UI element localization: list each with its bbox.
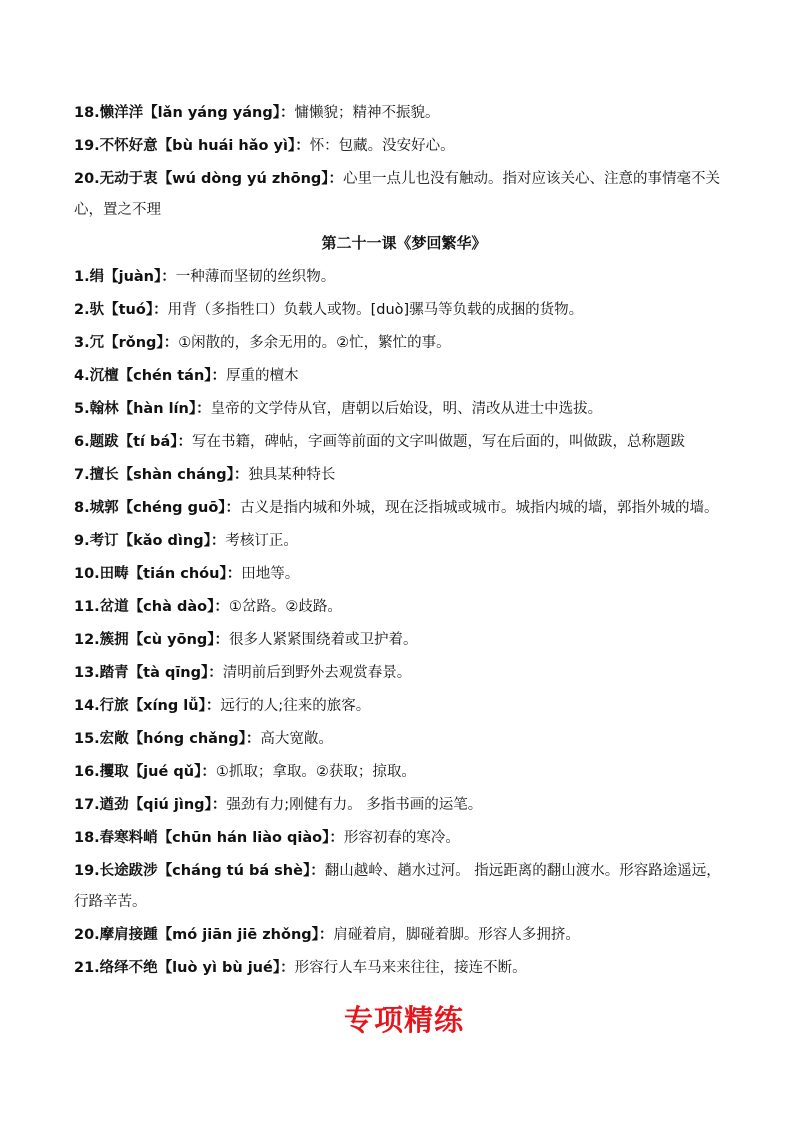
entry-pinyin: 【xíng lǚ】 <box>128 698 206 714</box>
entry-separator: ： <box>163 335 179 351</box>
entry-pinyin: 【rǒng】 <box>104 335 164 351</box>
entry-definition: ①抓取；拿取。②获取；掠取。 <box>215 764 416 780</box>
vocabulary-entry <box>74 592 734 623</box>
entry-pinyin: 【chéng guō】 <box>118 500 226 516</box>
lesson-title: 第二十一课《梦回繁华》 <box>321 234 487 252</box>
entry-pinyin: 【chén tán】 <box>118 368 212 384</box>
entry-pinyin: 【mó jiān jiē zhǒng】 <box>157 927 319 943</box>
vocabulary-entry <box>74 98 734 129</box>
vocabulary-entry <box>74 823 734 854</box>
entry-pinyin: 【hàn lín】 <box>118 401 197 417</box>
vocabulary-list <box>74 98 734 1039</box>
entry-term: 3.冗 <box>74 335 105 351</box>
vocabulary-entry <box>74 460 734 491</box>
entry-separator: ： <box>211 368 227 384</box>
entry-pinyin: 【kǎo dìng】 <box>118 533 211 549</box>
entry-term: 8.城郭 <box>74 500 119 516</box>
vocabulary-entry <box>74 164 734 226</box>
entry-term: 2.驮 <box>74 302 105 318</box>
entry-definition: 形容初春的寒冷。 <box>343 830 460 846</box>
vocabulary-entry <box>74 790 734 821</box>
entry-definition: 古义是指内城和外城，现在泛指城或城市。城指内城的墙，郭指外城的墙。 <box>240 500 719 516</box>
entry-separator: ： <box>201 764 216 780</box>
entry-definition: 远行的人;往来的旅客。 <box>220 698 371 714</box>
entry-term: 21.络绎不绝 <box>74 960 158 976</box>
vocabulary-entry <box>74 625 734 656</box>
entry-definition: 肩碰着肩，脚碰着脚。形容人多拥挤。 <box>333 927 580 943</box>
vocabulary-entry <box>74 361 734 392</box>
entry-definition: 怀：包藏。没安好心。 <box>309 138 455 154</box>
vocabulary-entry <box>74 691 734 722</box>
entry-term: 17.遒劲 <box>74 797 129 813</box>
vocabulary-entry <box>74 493 734 524</box>
entry-separator: ： <box>210 533 226 549</box>
entry-term: 20.摩肩接踵 <box>74 927 158 943</box>
vocabulary-entry <box>74 427 734 458</box>
entry-pinyin: 【chūn hán liào qiào】 <box>157 830 330 846</box>
entry-term: 18.春寒料峭 <box>74 830 158 846</box>
entry-term: 11.岔道 <box>74 599 129 615</box>
entry-separator: ： <box>310 863 325 879</box>
entry-separator: ： <box>328 171 344 187</box>
entry-pinyin: 【tà qīng】 <box>128 665 209 681</box>
vocabulary-entry <box>74 920 734 951</box>
entry-pinyin: 【cháng tú bá shè】 <box>157 863 311 879</box>
entry-term: 18.懒洋洋 <box>74 105 144 121</box>
entry-definition: 慵懒貌；精神不振貌。 <box>294 105 440 121</box>
entry-definition: 考核订正。 <box>225 533 298 549</box>
entry-term: 13.踏青 <box>74 665 129 681</box>
entry-definition: 强劲有力;刚健有力。 多指书画的运笔。 <box>226 797 483 813</box>
entry-separator: ： <box>161 269 176 285</box>
entry-definition: ①岔路。②歧路。 <box>228 599 342 615</box>
entry-definition: 心里一点儿也没有触动。指对应该关心、注意的事情毫不关心，置之不理 <box>74 171 721 218</box>
entry-term: 14.行旅 <box>74 698 129 714</box>
entry-definition: 形容行人车马来来往往，接连不断。 <box>294 960 527 976</box>
entry-separator: ： <box>280 960 295 976</box>
vocabulary-entry <box>74 526 734 557</box>
entry-pinyin: 【chà dào】 <box>128 599 215 615</box>
vocabulary-entry <box>74 262 734 293</box>
entry-separator: ： <box>205 698 221 714</box>
entry-pinyin: 【jué qǔ】 <box>128 764 202 780</box>
entry-definition: 很多人紧紧围绕着或卫护着。 <box>229 632 418 648</box>
vocabulary-entry <box>74 953 734 984</box>
entry-separator: ： <box>196 401 211 417</box>
entry-separator: ： <box>329 830 344 846</box>
entry-definition: ①闲散的，多余无用的。②忙，繁忙的事。 <box>178 335 451 351</box>
section-heading: 专项精练 <box>343 1003 464 1037</box>
vocabulary-entry <box>74 394 734 425</box>
entries-lesson-21 <box>74 262 734 984</box>
entry-pinyin: 【tuó】 <box>104 302 154 318</box>
entry-term: 12.簇拥 <box>74 632 129 648</box>
entry-definition: 高大宽敞。 <box>260 731 333 747</box>
entry-separator: ： <box>208 665 223 681</box>
entry-term: 16.攫取 <box>74 764 129 780</box>
vocabulary-entry <box>74 295 734 326</box>
entry-pinyin: 【shàn cháng】 <box>118 467 234 483</box>
vocabulary-entry <box>74 559 734 590</box>
entry-term: 9.考订 <box>74 533 119 549</box>
entry-definition: 皇帝的文学侍从官，唐朝以后始设，明、清改从进士中选拔。 <box>210 401 603 417</box>
entry-separator: ： <box>245 731 261 747</box>
entry-term: 10.田畴 <box>74 566 129 582</box>
entry-definition: 清明前后到野外去观赏春景。 <box>222 665 412 681</box>
entry-definition: 用背（多指牲口）负载人或物。[duò]骡马等负载的成捆的货物。 <box>167 302 584 318</box>
entry-separator: ： <box>211 797 227 813</box>
entry-definition: 翻山越岭、趟水过河。 指远距离的翻山渡水。形容路途遥远，行路辛苦。 <box>74 863 721 910</box>
entry-pinyin: 【wú dòng yú zhōng】 <box>157 171 329 187</box>
entry-term: 7.擅长 <box>74 467 119 483</box>
entry-definition: 写在书籍，碑帖，字画等前面的文字叫做题，写在后面的，叫做跋，总称题跋 <box>191 434 685 450</box>
entry-pinyin: 【lǎn yáng yáng】 <box>143 105 280 121</box>
entry-term: 19.不怀好意 <box>74 138 158 154</box>
vocabulary-entry <box>74 856 734 918</box>
vocabulary-entry <box>74 131 734 162</box>
entry-pinyin: 【bù huái hǎo yì】 <box>157 138 296 154</box>
entry-separator: ： <box>280 105 295 121</box>
entry-separator: ： <box>225 500 241 516</box>
entry-term: 19.长途跋涉 <box>74 863 158 879</box>
entry-pinyin: 【luò yì bù jué】 <box>157 960 281 976</box>
entry-separator: ： <box>214 599 229 615</box>
entry-term: 1.绢 <box>74 269 105 285</box>
vocabulary-entry <box>74 757 734 788</box>
entry-term: 5.翰林 <box>74 401 119 417</box>
entries-previous-lesson <box>74 98 734 226</box>
entry-definition: 独具某种特长 <box>248 467 336 483</box>
entry-pinyin: 【tián chóu】 <box>128 566 227 582</box>
entry-separator: ： <box>233 467 249 483</box>
vocabulary-entry <box>74 724 734 755</box>
entry-separator: ： <box>226 566 242 582</box>
entry-definition: 田地等。 <box>241 566 300 582</box>
entry-term: 6.题跋 <box>74 434 119 450</box>
entry-separator: ： <box>214 632 230 648</box>
entry-definition: 厚重的檀木 <box>226 368 299 384</box>
entry-pinyin: 【juàn】 <box>104 269 162 285</box>
entry-pinyin: 【tí bá】 <box>118 434 178 450</box>
entry-pinyin: 【hóng chǎng】 <box>128 731 246 747</box>
vocabulary-entry <box>74 328 734 359</box>
entry-pinyin: 【cù yōng】 <box>128 632 215 648</box>
entry-separator: ： <box>318 927 334 943</box>
entry-separator: ： <box>177 434 192 450</box>
entry-term: 4.沉檀 <box>74 368 119 384</box>
entry-separator: ： <box>295 138 310 154</box>
entry-pinyin: 【qiú jìng】 <box>128 797 212 813</box>
entry-separator: ： <box>153 302 168 318</box>
vocabulary-entry <box>74 658 734 689</box>
entry-term: 20.无动于衷 <box>74 171 158 187</box>
entry-definition: 一种薄而坚韧的丝织物。 <box>175 269 336 285</box>
entry-term: 15.宏敞 <box>74 731 129 747</box>
